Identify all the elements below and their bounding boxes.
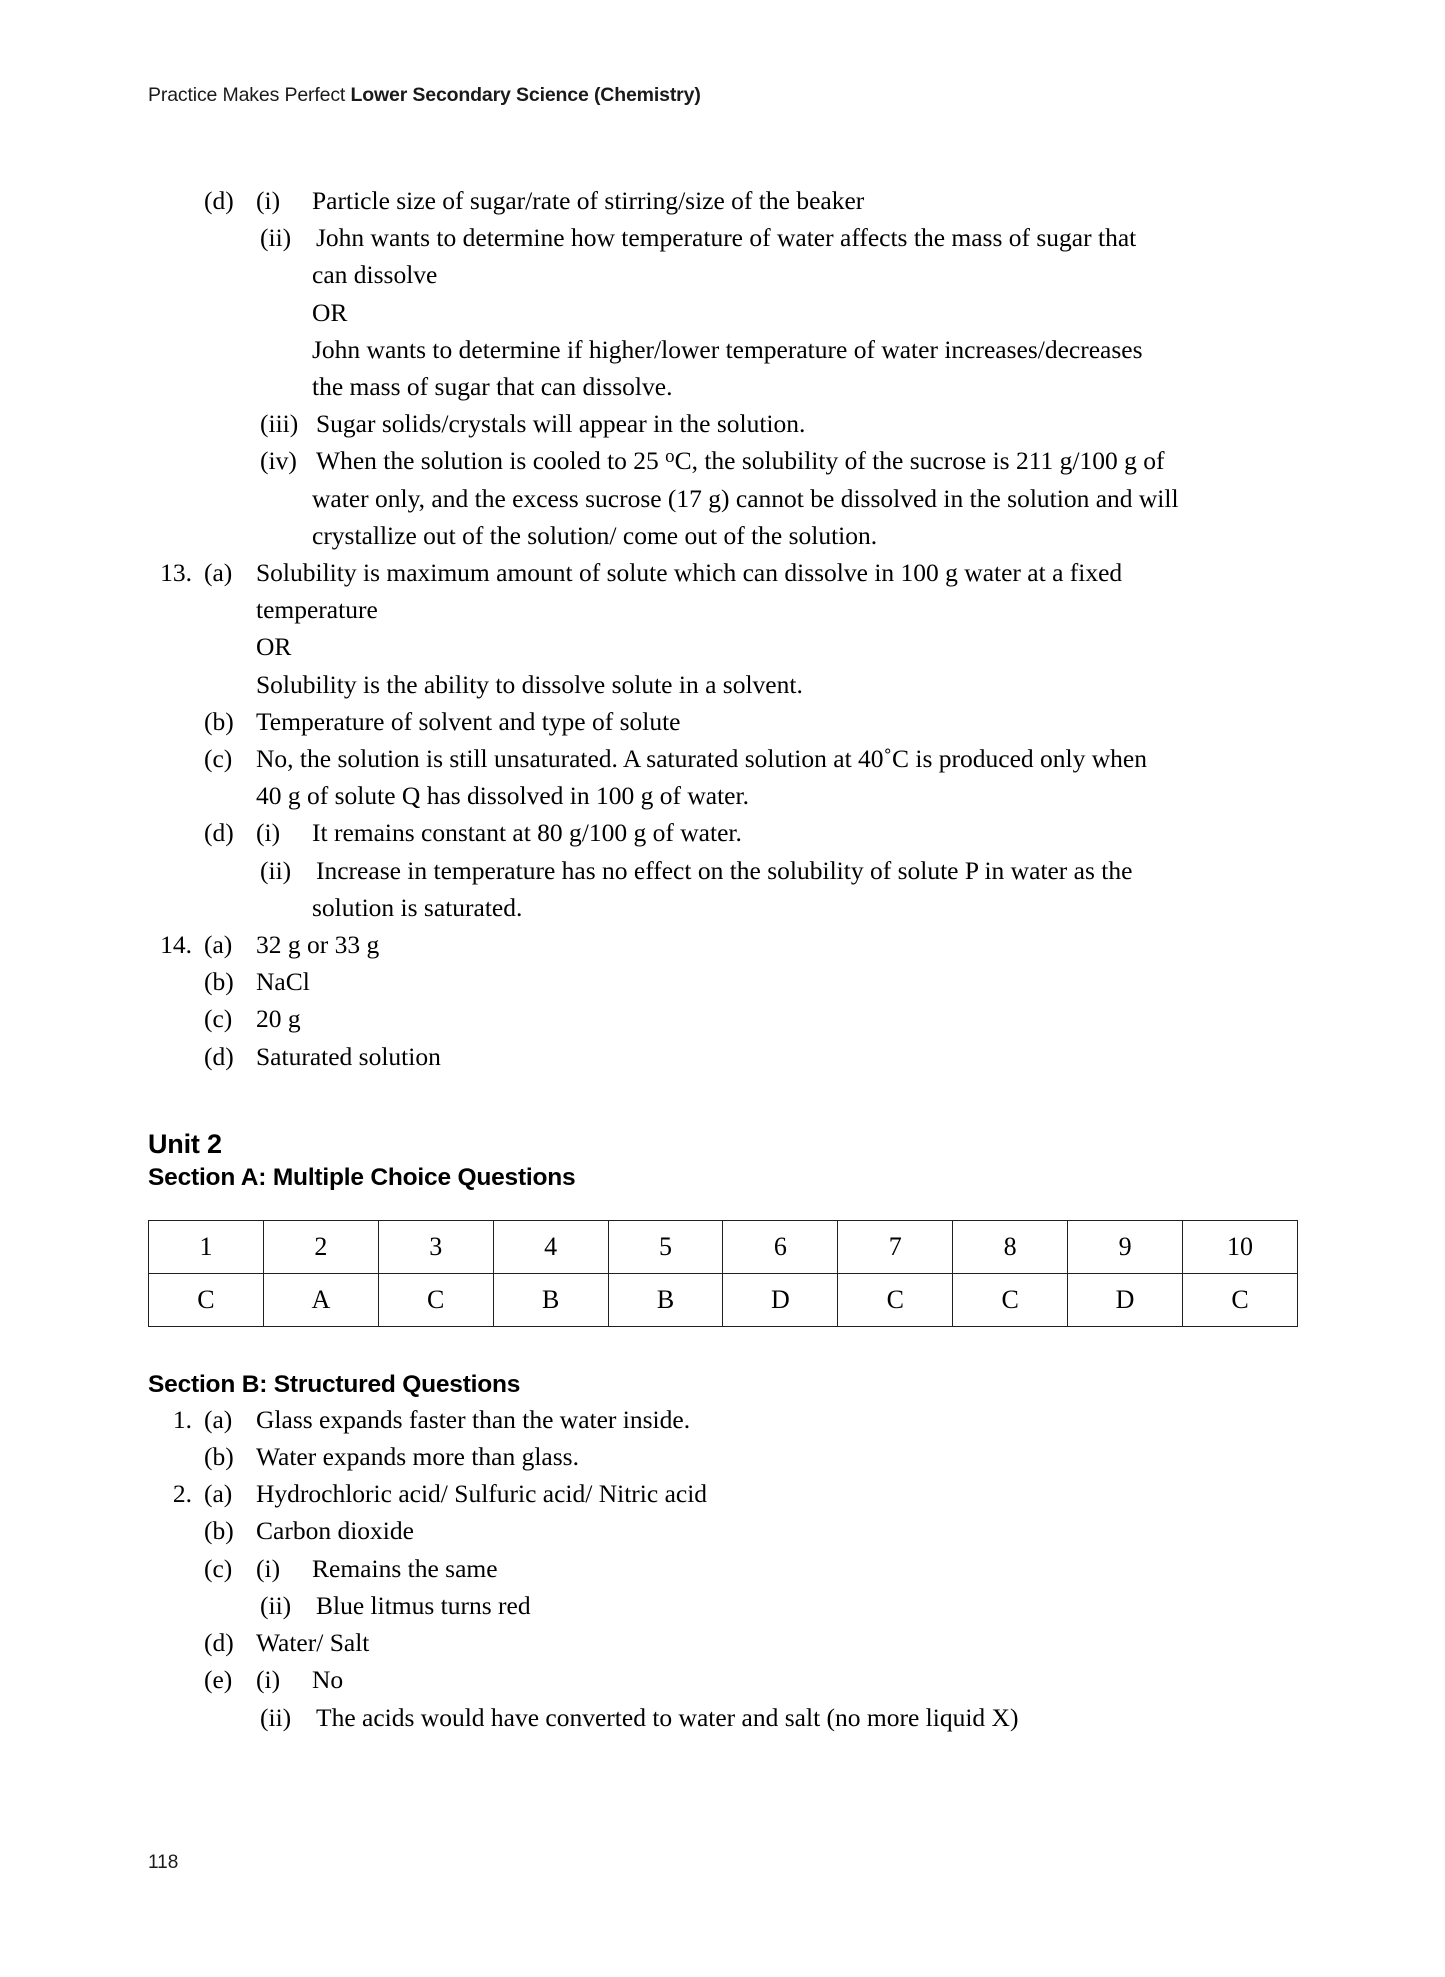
question-number-1: 1.	[172, 1404, 192, 1434]
answer-text: Carbon dioxide	[256, 1516, 414, 1546]
running-header-title: Lower Secondary Science (Chemistry)	[350, 84, 701, 106]
answer-text: No	[312, 1665, 344, 1695]
answer-row-continuation	[148, 256, 1298, 293]
answer-row	[148, 1661, 1298, 1698]
mcq-answer-table	[148, 1220, 1298, 1327]
answer-text: Water expands more than glass.	[256, 1442, 579, 1472]
answer-row-continuation	[148, 591, 1298, 628]
table-cell-answer: D	[1068, 1273, 1183, 1326]
answer-text: Increase in temperature has no effect on the solubility of solute P in water as the	[316, 855, 1133, 885]
sub-marker-i: (i)	[256, 1553, 281, 1583]
answer-text-post: C, the solubility of the sucrose is 211 g/100 g of	[674, 446, 1165, 476]
answer-text: John wants to determine how temperature of water affects the mass of sugar that	[316, 223, 1137, 253]
table-cell-answer: D	[723, 1273, 838, 1326]
answer-text: Saturated solution	[256, 1041, 441, 1071]
answer-row	[148, 1699, 1298, 1736]
answer-text: crystallize out of the solution/ come out of the solution.	[312, 520, 878, 550]
answer-row	[148, 1550, 1298, 1587]
part-marker-b: (b)	[204, 1516, 234, 1546]
answer-row	[148, 814, 1298, 851]
answer-row	[148, 926, 1298, 963]
answer-row	[148, 1038, 1298, 1075]
answer-text	[316, 442, 1298, 479]
answer-text: 40 g of solute Q has dissolved in 100 g of water.	[256, 781, 749, 811]
part-marker-d: (d)	[204, 1041, 234, 1071]
table-cell-qnum: 4	[493, 1220, 608, 1273]
section-a-heading: Section A: Multiple Choice Questions	[148, 1163, 576, 1191]
sub-marker-ii: (ii)	[260, 855, 292, 885]
unit-heading: Unit 2	[148, 1128, 222, 1159]
answer-text: Remains the same	[312, 1553, 498, 1583]
part-marker-e: (e)	[204, 1665, 233, 1695]
table-cell-qnum: 6	[723, 1220, 838, 1273]
table-cell-qnum: 10	[1183, 1220, 1298, 1273]
sub-marker-i: (i)	[256, 186, 281, 215]
answer-row	[148, 703, 1298, 740]
table-cell-qnum: 5	[608, 1220, 723, 1273]
mcq-answer-table-wrapper	[148, 1220, 1298, 1327]
table-row-answers	[149, 1273, 1298, 1326]
answer-row	[148, 1475, 1298, 1512]
answer-row	[148, 219, 1298, 256]
answer-row	[148, 554, 1298, 591]
answer-text: temperature	[256, 595, 378, 625]
part-marker-a: (a)	[204, 1404, 233, 1434]
table-cell-qnum: 9	[1068, 1220, 1183, 1273]
sub-marker-i: (i)	[256, 1665, 281, 1695]
answer-text: John wants to determine if higher/lower temperature of water increases/decreases	[312, 334, 1143, 364]
answer-text: No, the solution is still unsaturated. A saturated solution at 40˚C is produced only when	[256, 744, 1147, 774]
question-number-13: 13.	[160, 558, 192, 588]
answer-text: NaCl	[256, 967, 310, 997]
part-marker-c: (c)	[204, 1004, 233, 1034]
answer-row	[148, 182, 1298, 219]
answer-row	[148, 1401, 1298, 1438]
sub-marker-iii: (iii)	[260, 409, 299, 439]
sub-marker-ii: (ii)	[260, 223, 292, 253]
part-marker-d: (d)	[204, 818, 234, 848]
answer-text: Particle size of sugar/rate of stirring/size of the beaker	[312, 186, 865, 215]
table-cell-answer: B	[493, 1273, 608, 1326]
part-marker-d: (d)	[204, 186, 234, 215]
answer-text: solution is saturated.	[312, 892, 523, 922]
part-marker-a: (a)	[204, 558, 233, 588]
part-marker-b: (b)	[204, 967, 234, 997]
answer-text-pre: When the solution is cooled to 25	[316, 446, 666, 476]
running-header-series: Practice Makes Perfect	[148, 84, 351, 106]
answer-text: Hydrochloric acid/ Sulfuric acid/ Nitric acid	[256, 1479, 708, 1509]
degree-symbol: o	[665, 446, 675, 468]
part-marker-b: (b)	[204, 706, 234, 736]
sub-marker-i: (i)	[256, 818, 281, 848]
sub-marker-iv: (iv)	[260, 446, 297, 476]
table-cell-answer: C	[1183, 1273, 1298, 1326]
answer-row	[148, 1000, 1298, 1037]
part-marker-b: (b)	[204, 1442, 234, 1472]
part-marker-c: (c)	[204, 1553, 233, 1583]
question-number-14: 14.	[160, 930, 192, 960]
answer-row	[148, 405, 1298, 442]
table-cell-answer: B	[608, 1273, 723, 1326]
section-b-heading: Section B: Structured Questions	[148, 1370, 521, 1398]
answer-row-continuation	[148, 517, 1298, 554]
table-cell-qnum: 2	[263, 1220, 378, 1273]
answer-row	[148, 1512, 1298, 1549]
answer-text: It remains constant at 80 g/100 g of water.	[312, 818, 742, 848]
part-marker-d: (d)	[204, 1628, 234, 1658]
table-cell-answer: A	[263, 1273, 378, 1326]
answer-row	[148, 740, 1298, 777]
answer-text: the mass of sugar that can dissolve.	[312, 372, 673, 402]
answer-row-or	[148, 294, 1298, 331]
answer-row-continuation	[148, 368, 1298, 405]
sub-marker-ii: (ii)	[260, 1590, 292, 1620]
table-cell-qnum: 1	[149, 1220, 264, 1273]
answer-row-continuation	[148, 480, 1298, 517]
answer-content	[148, 182, 1298, 1736]
running-header	[148, 84, 701, 107]
sub-marker-ii: (ii)	[260, 1702, 292, 1732]
answer-text: can dissolve	[312, 260, 438, 290]
answer-text: Water/ Salt	[256, 1628, 370, 1658]
answer-text: Blue litmus turns red	[316, 1590, 531, 1620]
answer-row	[148, 852, 1298, 889]
table-row-question-numbers	[149, 1220, 1298, 1273]
question-number-2: 2.	[172, 1479, 192, 1509]
answer-row	[148, 1624, 1298, 1661]
table-cell-answer: C	[838, 1273, 953, 1326]
answer-row	[148, 1438, 1298, 1475]
answer-text: 32 g or 33 g	[256, 930, 380, 960]
answer-text: Sugar solids/crystals will appear in the solution.	[316, 409, 806, 439]
or-label: OR	[256, 632, 292, 662]
answer-row	[148, 442, 1298, 479]
answer-text: Temperature of solvent and type of solute	[256, 706, 681, 736]
answer-row-or	[148, 628, 1298, 665]
part-marker-a: (a)	[204, 930, 233, 960]
table-cell-qnum: 7	[838, 1220, 953, 1273]
answer-row	[148, 1587, 1298, 1624]
answer-row-continuation	[148, 777, 1298, 814]
answer-row	[148, 963, 1298, 1000]
answer-row-continuation	[148, 889, 1298, 926]
or-label: OR	[312, 297, 348, 327]
table-cell-qnum: 8	[953, 1220, 1068, 1273]
answer-text: The acids would have converted to water and salt (no more liquid X)	[316, 1702, 1019, 1732]
table-cell-answer: C	[953, 1273, 1068, 1326]
table-cell-answer: C	[378, 1273, 493, 1326]
answer-text: Solubility is the ability to dissolve solute in a solvent.	[256, 669, 803, 699]
answer-text: Solubility is maximum amount of solute which can dissolve in 100 g water at a fixed	[256, 558, 1123, 588]
answer-text: Glass expands faster than the water inside.	[256, 1404, 691, 1434]
answer-row-alt	[148, 666, 1298, 703]
table-cell-answer: C	[149, 1273, 264, 1326]
part-marker-a: (a)	[204, 1479, 233, 1509]
page-number: 118	[148, 1852, 179, 1873]
answer-text: water only, and the excess sucrose (17 g) cannot be dissolved in the solution and will	[312, 483, 1179, 513]
answer-row-alt	[148, 331, 1298, 368]
part-marker-c: (c)	[204, 744, 233, 774]
table-cell-qnum: 3	[378, 1220, 493, 1273]
answer-text: 20 g	[256, 1004, 301, 1034]
